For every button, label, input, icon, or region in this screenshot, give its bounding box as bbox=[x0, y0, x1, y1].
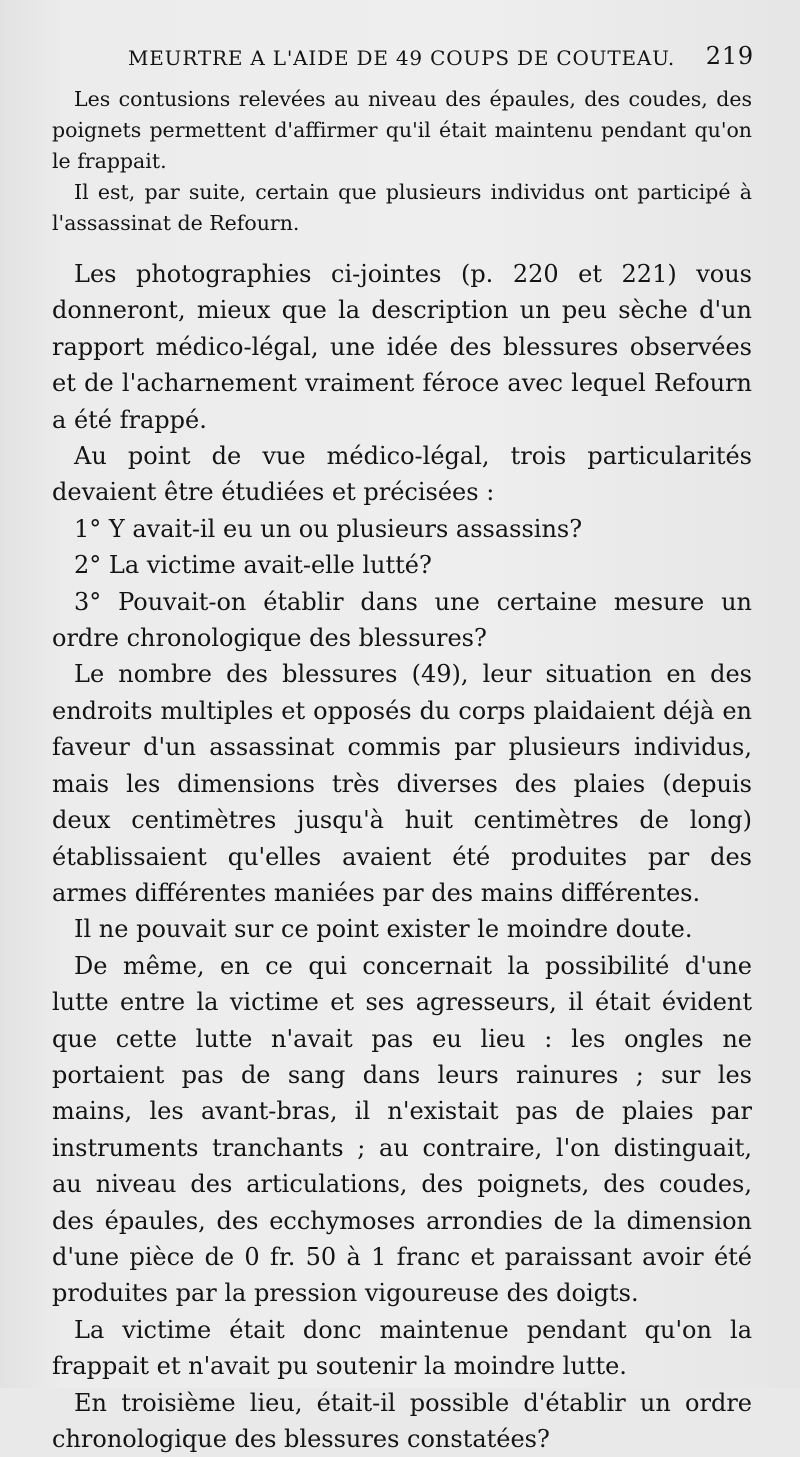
list-item: 3° Pouvait-on établir dans une certaine mesure un ordre chronologique des blessures? bbox=[52, 587, 752, 653]
paragraph: Les photographies ci-jointes (p. 220 et 221) vous donneront, mieux que la description un peu sèche d'un rapport médico-légal, une idée des blessures observées et de l'acharnement vraiment féroce avec lequel Refourn a été frappé. bbox=[52, 260, 752, 434]
paragraph: De même, en ce qui concernait la possibilité d'une lutte entre la victime et ses agresseurs, il était évident que cette lutte n'avait pas eu lieu : les ongles ne portaient pas de sang dans leurs rainures ; sur les mains, les avant-bras, il n'existait pas de plaies par instruments tranchants ; au contraire, l'on distinguait, au niveau des articulations, des poignets, des coudes, des épaules, des ecchymoses arrondies de la dimension d'une pièce de 0 fr. 50 à 1 franc et paraissant avoir été produites par la pression vigoureuse des doigts. bbox=[52, 951, 752, 1308]
list-item: 1° Y avait-il eu un ou plusieurs assassins? bbox=[74, 514, 583, 543]
list-item: 2° La victime avait-elle lutté? bbox=[74, 551, 432, 580]
running-title: MEURTRE A L'AIDE DE 49 COUPS DE COUTEAU. bbox=[128, 46, 676, 70]
paragraph: Les contusions relevées au niveau des épaules, des coudes, des poignets permettent d'affirmer qu'il était maintenu pendant qu'on le frappait. bbox=[52, 87, 752, 173]
paragraph: Au point de vue médico-légal, trois particularités devaient être étudiées et précisées : bbox=[52, 442, 752, 507]
paragraph: En troisième lieu, était-il possible d'établir un ordre chronologique des blessures constatées? bbox=[52, 1388, 752, 1453]
running-header bbox=[128, 42, 764, 76]
intro-text-block bbox=[52, 84, 752, 239]
paragraph: Il ne pouvait sur ce point exister le moindre doute. bbox=[74, 915, 693, 944]
paragraph: La victime était donc maintenue pendant qu'on la frappait et n'avait pu soutenir la moindre lutte. bbox=[52, 1315, 752, 1381]
page-number: 219 bbox=[705, 42, 754, 70]
paragraph: Il est, par suite, certain que plusieurs individus ont participé à l'assassinat de Refourn. bbox=[52, 180, 752, 235]
paragraph: Le nombre des blessures (49), leur situation en des endroits multiples et opposés du corps plaidaient déjà en faveur d'un assassinat commis par plusieurs individus, mais les dimensions très diverses des plaies (depuis deux centimètres jusqu'à huit centimètres de long) établissaient qu'elles avaient été produites par des armes différentes maniées par des mains différentes. bbox=[52, 660, 752, 907]
main-text-block bbox=[52, 256, 752, 1457]
